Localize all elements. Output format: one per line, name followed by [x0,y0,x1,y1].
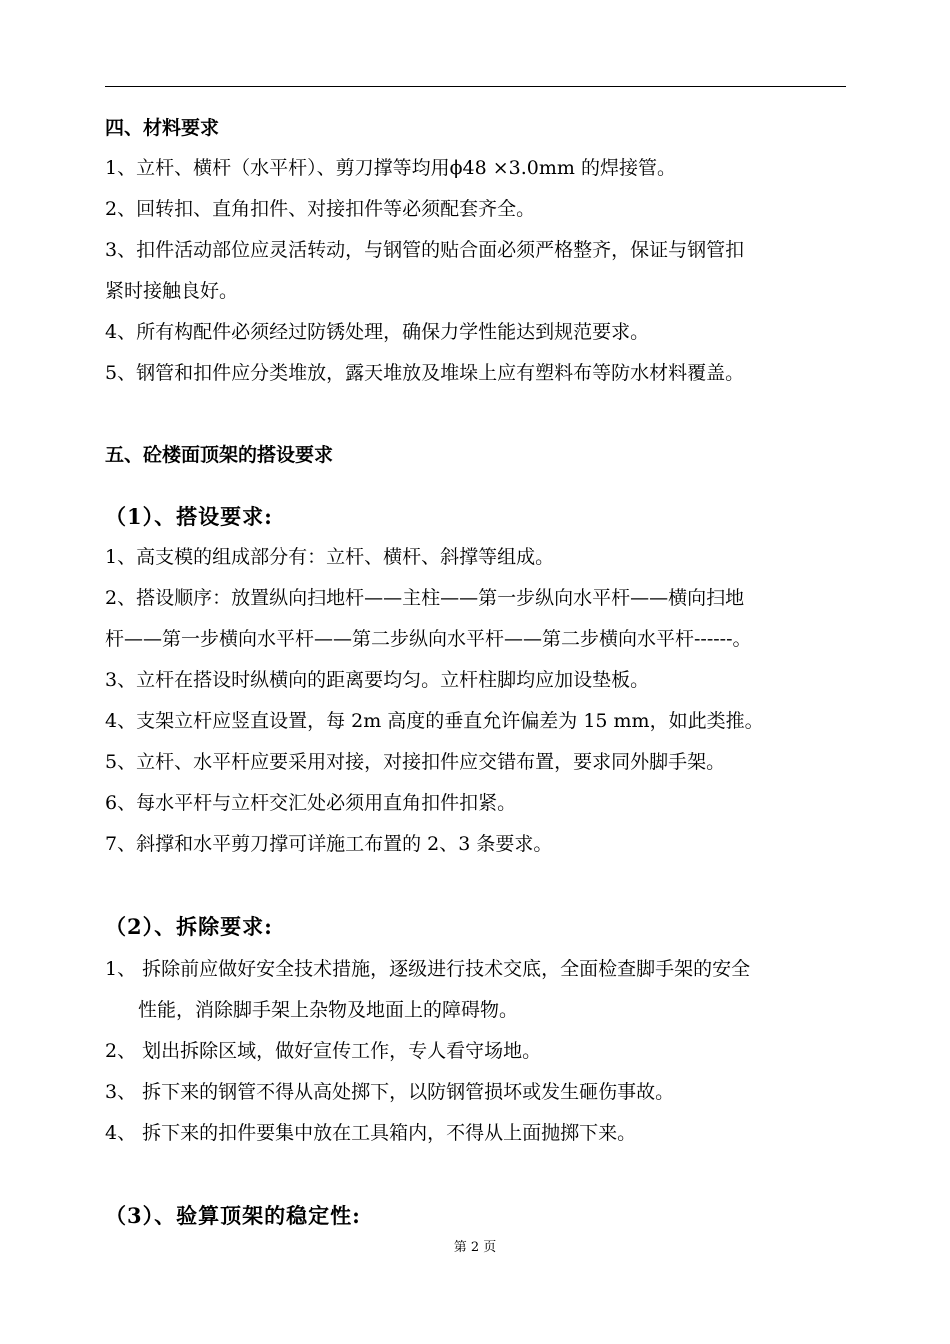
subsection-1-item-5: 5、立杆、水平杆应要采用对接，对接扣件应交错布置，要求同外脚手架。 [105,751,726,773]
subsection-3-heading: （3）、验算顶架的稳定性: [105,1203,361,1228]
subsection-1-item-1: 1、高支模的组成部分有：立杆、横杆、斜撑等组成。 [105,546,555,568]
section-4-item-3-cont: 紧时接触良好。 [105,280,239,302]
subsection-2-heading: （2）、拆除要求: [105,914,273,939]
section-4-item-3: 3、扣件活动部位应灵活转动，与钢管的贴合面必须严格整齐，保证与钢管扣 [105,239,745,261]
subsection-2-item-1-cont: 性能，消除脚手架上杂物及地面上的障碍物。 [138,999,519,1021]
section-4-item-2: 2、回转扣、直角扣件、对接扣件等必须配套齐全。 [105,198,536,220]
subsection-1-heading: （1）、搭设要求: [105,504,273,529]
header-rule [105,86,846,87]
subsection-2-item-1: 1、 拆除前应做好安全技术措施，逐级进行技术交底，全面检查脚手架的安全 [105,958,751,980]
subsection-2-item-3: 3、 拆下来的钢管不得从高处掷下，以防钢管损坏或发生砸伤事故。 [105,1081,675,1103]
section-4-item-5: 5、钢管和扣件应分类堆放，露天堆放及堆垛上应有塑料布等防水材料覆盖。 [105,362,745,384]
subsection-1-item-7: 7、斜撑和水平剪刀撑可详施工布置的 2、3 条要求。 [105,833,553,855]
subsection-1-item-3: 3、立杆在搭设时纵横向的距离要均匀。立杆柱脚均应加设垫板。 [105,669,650,691]
section-4-item-4: 4、所有构配件必须经过防锈处理，确保力学性能达到规范要求。 [105,321,650,343]
subsection-1-item-4: 4、支架立杆应竖直设置，每 2m 高度的垂直允许偏差为 15 mm，如此类推。 [105,710,764,732]
section-5-heading: 五、砼楼面顶架的搭设要求 [105,444,334,466]
subsection-1-item-6: 6、每水平杆与立杆交汇处必须用直角扣件扣紧。 [105,792,517,814]
subsection-1-item-2: 2、搭设顺序：放置纵向扫地杆——主柱——第一步纵向水平杆——横向扫地 [105,587,745,609]
subsection-2-item-2: 2、 划出拆除区域，做好宣传工作，专人看守场地。 [105,1040,542,1062]
section-4-heading: 四、材料要求 [105,117,220,139]
subsection-2-item-4: 4、 拆下来的扣件要集中放在工具箱内，不得从上面抛掷下来。 [105,1122,637,1144]
section-4-item-1: 1、立杆、横杆（水平杆）、剪刀撑等均用ϕ48 ×3.0mm 的焊接管。 [105,157,676,179]
page-number: 第 2 页 [453,1240,497,1255]
subsection-1-item-2-cont: 杆——第一步横向水平杆——第二步纵向水平杆——第二步横向水平杆------。 [105,628,752,650]
